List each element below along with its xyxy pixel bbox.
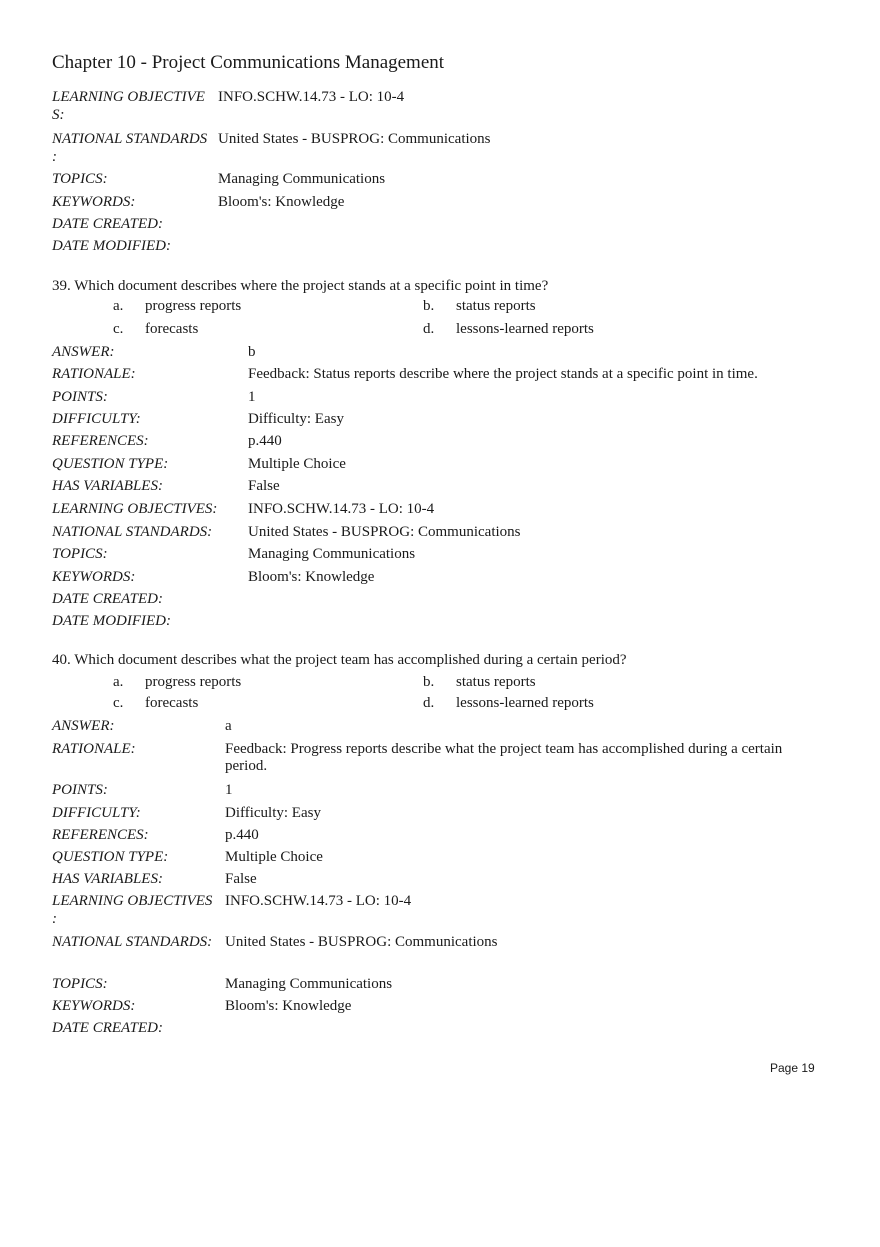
topics-value: Managing Communications (218, 171, 386, 187)
lo-value: INFO.SCHW.14.73 - LO: 10-4 (218, 89, 405, 105)
page-number: Page 19 (770, 1061, 815, 1075)
q40-rationale-label: RATIONALE: (52, 741, 136, 757)
q40-keywords-label: KEYWORDS: (52, 998, 136, 1014)
q39-answer-value: b (248, 344, 256, 360)
q40-topics-value: Managing Communications (225, 976, 393, 992)
q40-option-a-letter: a. (113, 674, 124, 690)
q40-difficulty-value: Difficulty: Easy (225, 805, 321, 821)
date-modified-label: DATE MODIFIED: (52, 238, 171, 254)
q40-keywords-value: Bloom's: Knowledge (225, 998, 352, 1014)
q39-option-c-text: forecasts (145, 321, 199, 337)
question-40-text: 40. Which document describes what the project team has accomplished during a certain period? (52, 652, 627, 668)
q40-points-value: 1 (225, 782, 233, 798)
q40-learning-objectives-value: INFO.SCHW.14.73 - LO: 10-4 (225, 893, 412, 909)
q39-option-a-text: progress reports (145, 298, 242, 314)
q39-topics-value: Managing Communications (248, 546, 416, 562)
q39-difficulty-value: Difficulty: Easy (248, 411, 344, 427)
q40-learning-objectives-label: LEARNING OBJECTIVES (52, 893, 213, 909)
q39-question-type-label: QUESTION TYPE: (52, 456, 169, 472)
ns-label: NATIONAL STANDARDS (52, 131, 208, 147)
q39-option-b-text: status reports (456, 298, 536, 314)
q39-option-c-letter: c. (113, 321, 124, 337)
q40-option-b-letter: b. (423, 674, 435, 690)
q40-answer-label: ANSWER: (52, 718, 115, 734)
q40-rationale-value: Feedback: Progress reports describe what the project team has accomplished during a certain period. (225, 741, 783, 774)
ns-value: United States - BUSPROG: Communications (218, 131, 491, 147)
q39-references-label: REFERENCES: (52, 433, 149, 449)
ns-label-cont: : (52, 149, 57, 165)
q40-option-a-text: progress reports (145, 674, 242, 690)
lo-label-cont: S: (52, 107, 65, 123)
q39-option-d-letter: d. (423, 321, 435, 337)
topics-label: TOPICS: (52, 171, 108, 187)
q40-references-value: p.440 (225, 827, 259, 843)
q39-points-label: POINTS: (52, 389, 108, 405)
q39-difficulty-label: DIFFICULTY: (52, 411, 141, 427)
q40-references-label: REFERENCES: (52, 827, 149, 843)
q39-national-standards-value: United States - BUSPROG: Communications (248, 524, 521, 540)
q40-difficulty-label: DIFFICULTY: (52, 805, 141, 821)
q40-has-variables-label: HAS VARIABLES: (52, 871, 163, 887)
q39-has-variables-value: False (248, 478, 280, 494)
q40-question-type-label: QUESTION TYPE: (52, 849, 169, 865)
q39-references-value: p.440 (248, 433, 282, 449)
q39-keywords-label: KEYWORDS: (52, 569, 136, 585)
q40-option-d-text: lessons-learned reports (456, 695, 594, 711)
q39-date-modified-label: DATE MODIFIED: (52, 613, 171, 629)
q39-option-a-letter: a. (113, 298, 124, 314)
q40-points-label: POINTS: (52, 782, 108, 798)
q40-option-b-text: status reports (456, 674, 536, 690)
q39-rationale-value: Feedback: Status reports describe where the project stands at a specific point in time. (248, 366, 758, 382)
q39-answer-label: ANSWER: (52, 344, 115, 360)
q40-option-c-letter: c. (113, 695, 124, 711)
q40-answer-value: a (225, 718, 232, 734)
q39-learning-objectives-value: INFO.SCHW.14.73 - LO: 10-4 (248, 501, 435, 517)
q40-question-type-value: Multiple Choice (225, 849, 323, 865)
q39-option-d-text: lessons-learned reports (456, 321, 594, 337)
question-39-text: 39. Which document describes where the project stands at a specific point in time? (52, 278, 549, 294)
q39-points-value: 1 (248, 389, 256, 405)
q39-option-b-letter: b. (423, 298, 435, 314)
q39-learning-objectives-label: LEARNING OBJECTIVES: (52, 501, 218, 517)
q39-date-created-label: DATE CREATED: (52, 591, 163, 607)
q40-national-standards-label: NATIONAL STANDARDS: (52, 934, 213, 950)
q39-topics-label: TOPICS: (52, 546, 108, 562)
keywords-label: KEYWORDS: (52, 194, 136, 210)
q40-has-variables-value: False (225, 871, 257, 887)
q40-learning-objectives-label-cont: : (52, 911, 57, 927)
q40-option-d-letter: d. (423, 695, 435, 711)
q40-date-created-label: DATE CREATED: (52, 1020, 163, 1036)
lo-label: LEARNING OBJECTIVE (52, 89, 205, 105)
q39-has-variables-label: HAS VARIABLES: (52, 478, 163, 494)
q39-rationale-label: RATIONALE: (52, 366, 136, 382)
q40-option-c-text: forecasts (145, 695, 199, 711)
chapter-title: Chapter 10 - Project Communications Management (52, 52, 445, 73)
q39-question-type-value: Multiple Choice (248, 456, 346, 472)
q39-national-standards-label: NATIONAL STANDARDS: (52, 524, 213, 540)
q40-topics-label: TOPICS: (52, 976, 108, 992)
q40-national-standards-value: United States - BUSPROG: Communications (225, 934, 498, 950)
q39-keywords-value: Bloom's: Knowledge (248, 569, 375, 585)
keywords-value: Bloom's: Knowledge (218, 194, 345, 210)
date-created-label: DATE CREATED: (52, 216, 163, 232)
